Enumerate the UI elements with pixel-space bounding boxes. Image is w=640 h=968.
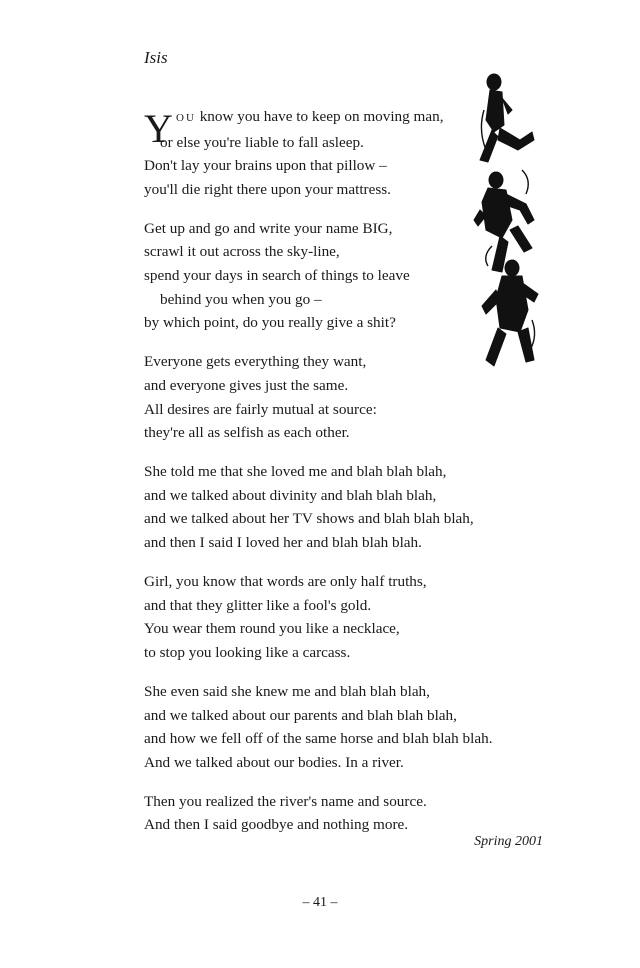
poem-line: Then you realized the river's name and source. — [144, 792, 427, 810]
small-caps-word: OU — [176, 112, 196, 124]
stanza-2 — [144, 217, 514, 335]
poem-line: you'll die right there upon your mattress. — [144, 180, 391, 198]
poem-date: Spring 2001 — [474, 834, 543, 849]
poem-line: and that they glitter like a fool's gold. — [144, 596, 372, 614]
poem-title: Isis — [144, 48, 168, 67]
poem-line: or else you're liable to fall asleep. — [160, 133, 364, 151]
poem-line: and we talked about her TV shows and blah blah blah, — [144, 510, 474, 528]
poem-line: Everyone gets everything they want, — [144, 353, 367, 371]
stanza-4 — [144, 460, 514, 554]
poem-line: And then I said goodbye and nothing more. — [144, 816, 409, 834]
poem-line: and we talked about divinity and blah blah blah, — [144, 486, 437, 504]
stanza-7 — [144, 790, 514, 837]
poem-line: scrawl it out across the sky-line, — [144, 243, 340, 261]
poem-line: to stop you looking like a carcass. — [144, 643, 351, 661]
poem-line: Don't lay your brains upon that pillow – — [144, 157, 387, 175]
stanza-6 — [144, 680, 514, 774]
stanza-5 — [144, 570, 514, 664]
poem-line: and everyone gives just the same. — [144, 376, 349, 394]
poem-line: Girl, you know that words are only half truths, — [144, 573, 427, 591]
poem-line: spend your days in search of things to leave — [144, 267, 410, 285]
poem-line: and how we fell off of the same horse and blah blah blah. — [144, 730, 493, 748]
poem-body — [144, 105, 514, 853]
poem-line: She told me that she loved me and blah blah blah, — [144, 463, 447, 481]
poem-line: Get up and go and write your name BIG, — [144, 219, 393, 237]
stanza-1 — [144, 105, 514, 201]
poem-line — [144, 105, 514, 131]
poem-line: behind you when you go – — [160, 290, 322, 308]
poem-line: they're all as selfish as each other. — [144, 424, 350, 442]
poem-line: You wear them round you like a necklace, — [144, 620, 400, 638]
poem-line: by which point, do you really give a shit? — [144, 314, 396, 332]
first-line-text: know you have to keep on moving man, — [195, 108, 444, 125]
poem-line: and then I said I loved her and blah blah blah. — [144, 534, 422, 551]
poem-line: All desires are fairly mutual at source: — [144, 400, 377, 418]
poem-line: and we talked about our parents and blah blah blah, — [144, 706, 457, 724]
page-number: – 41 – — [302, 895, 338, 910]
poem-line: She even said she knew me and blah blah blah, — [144, 682, 430, 700]
poem-line: And we talked about our bodies. In a river. — [144, 753, 404, 771]
drop-cap: Y — [144, 106, 173, 151]
stanza-3 — [144, 350, 514, 444]
